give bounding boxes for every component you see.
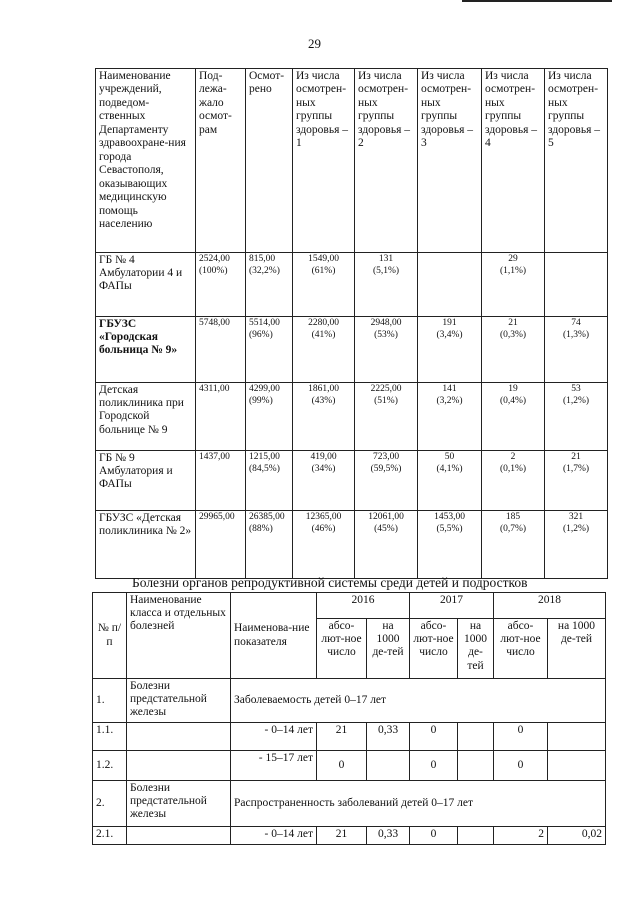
section-caption: Болезни органов репродуктивной системы среди детей и подростков [132,575,528,590]
institution-name: ГБУЗС «Городская больница № 9» [96,317,196,383]
institution-name: Детская поликлиника при Городской больнице № 9 [96,383,196,451]
value-cell: 1215,00 (84,5%) [246,451,293,511]
value-cell [458,723,494,751]
value-cell: 4299,00 (99%) [246,383,293,451]
table-row [93,781,606,827]
header-year-2016: 2016 [317,593,410,619]
table-row [93,723,606,751]
value-cell: 0 [317,751,367,781]
value-cell: 12365,00 (46%) [293,511,355,579]
value-cell: 2280,00 (41%) [293,317,355,383]
empty-cell [127,751,231,781]
table-row [93,827,606,845]
value-cell: 19 (0,4%) [482,383,545,451]
header-group-3: Из числа осмотрен-ных группы здоровья – 3 [418,69,482,253]
empty-cell [127,723,231,751]
header-subject-to-exam: Под-лежа-жало осмот-рам [196,69,246,253]
header-group-1: Из числа осмотрен-ных группы здоровья – 1 [293,69,355,253]
value-cell: 21 (0,3%) [482,317,545,383]
value-cell: 419,00 (34%) [293,451,355,511]
value-cell: 0,33 [367,723,410,751]
header-row-years [93,593,606,619]
value-cell: 191 (3,4%) [418,317,482,383]
disease-name: Болезни предстательной железы [127,679,231,723]
value-cell: 131 (5,1%) [355,253,418,317]
value-cell: 0 [410,827,458,845]
header-per-1000: на 1000 де-тей [458,619,494,679]
value-cell [367,751,410,781]
empty-cell [127,827,231,845]
row-number: 2. [93,781,127,827]
value-cell: 26385,00 (88%) [246,511,293,579]
value-cell: 5514,00 (96%) [246,317,293,383]
indicator-label: - 0–14 лет [231,827,317,845]
value-cell [458,751,494,781]
page-number: 29 [308,36,321,51]
value-cell: 29965,00 [196,511,246,579]
health-groups-table [95,68,608,579]
row-number: 1.1. [93,723,127,751]
header-row-number: № п/п [93,593,127,679]
table-header-row [96,69,608,253]
value-cell: 1453,00 (5,5%) [418,511,482,579]
value-cell: 0 [410,751,458,781]
section-label: Заболеваемость детей 0–17 лет [231,679,606,723]
value-cell: 2225,00 (51%) [355,383,418,451]
value-cell: 53 (1,2%) [545,383,608,451]
header-absolute: абсо-лют-ное число [317,619,367,679]
indicator-label: - 15–17 лет [231,751,317,781]
value-cell: 185 (0,7%) [482,511,545,579]
header-group-4: Из числа осмотрен-ных группы здоровья – 4 [482,69,545,253]
value-cell [548,723,606,751]
table-row [96,317,608,383]
header-per-1000: на 1000 де-тей [367,619,410,679]
value-cell: 0 [410,723,458,751]
institution-name: ГБ № 9 Амбулатория и ФАПы [96,451,196,511]
indicator-label: - 0–14 лет [231,723,317,751]
value-cell: 1437,00 [196,451,246,511]
disease-name: Болезни предстательной железы [127,781,231,827]
header-year-2018: 2018 [494,593,606,619]
value-cell [545,253,608,317]
reproductive-diseases-table [92,592,606,845]
value-cell: 0 [494,751,548,781]
value-cell: 2948,00 (53%) [355,317,418,383]
table-row [96,511,608,579]
table-row [93,679,606,723]
value-cell: 141 (3,2%) [418,383,482,451]
value-cell: 4311,00 [196,383,246,451]
header-group-2: Из числа осмотрен-ных группы здоровья – 2 [355,69,418,253]
header-group-5: Из числа осмотрен-ных группы здоровья – 5 [545,69,608,253]
header-institution: Наименование учреждений, подведом-ственных Департаменту здравоохране-ния города Севастополя, оказывающих медицинскую помощь населению [96,69,196,253]
header-indicator: Наименова-ние показателя [231,593,317,679]
row-number: 2.1. [93,827,127,845]
header-year-2017: 2017 [410,593,494,619]
value-cell [458,827,494,845]
value-cell: 815,00 (32,2%) [246,253,293,317]
value-cell [418,253,482,317]
value-cell: 0,02 [548,827,606,845]
section-label: Распространенность заболеваний детей 0–17 лет [231,781,606,827]
value-cell: 2 [494,827,548,845]
table-row [96,253,608,317]
value-cell: 1549,00 (61%) [293,253,355,317]
table-row [96,451,608,511]
value-cell: 2 (0,1%) [482,451,545,511]
row-number: 1.2. [93,751,127,781]
header-absolute: абсо-лют-ное число [410,619,458,679]
value-cell: 50 (4,1%) [418,451,482,511]
header-per-1000: на 1000 де-тей [548,619,606,679]
value-cell: 1861,00 (43%) [293,383,355,451]
value-cell: 29 (1,1%) [482,253,545,317]
value-cell: 21 (1,7%) [545,451,608,511]
institution-name: ГБ № 4 Амбулатории 4 и ФАПы [96,253,196,317]
value-cell: 74 (1,3%) [545,317,608,383]
value-cell: 723,00 (59,5%) [355,451,418,511]
header-examined: Осмот-рено [246,69,293,253]
value-cell: 2524,00 (100%) [196,253,246,317]
value-cell: 21 [317,827,367,845]
value-cell: 12061,00 (45%) [355,511,418,579]
table-row [93,751,606,781]
value-cell: 5748,00 [196,317,246,383]
table-row [96,383,608,451]
institution-name: ГБУЗС «Детская поликлиника № 2» [96,511,196,579]
value-cell [548,751,606,781]
value-cell: 0,33 [367,827,410,845]
value-cell: 21 [317,723,367,751]
value-cell: 0 [494,723,548,751]
header-disease-class: Наименование класса и отдельных болезней [127,593,231,679]
value-cell: 321 (1,2%) [545,511,608,579]
top-edge-mark [462,0,612,2]
header-absolute: абсо-лют-ное число [494,619,548,679]
row-number: 1. [93,679,127,723]
